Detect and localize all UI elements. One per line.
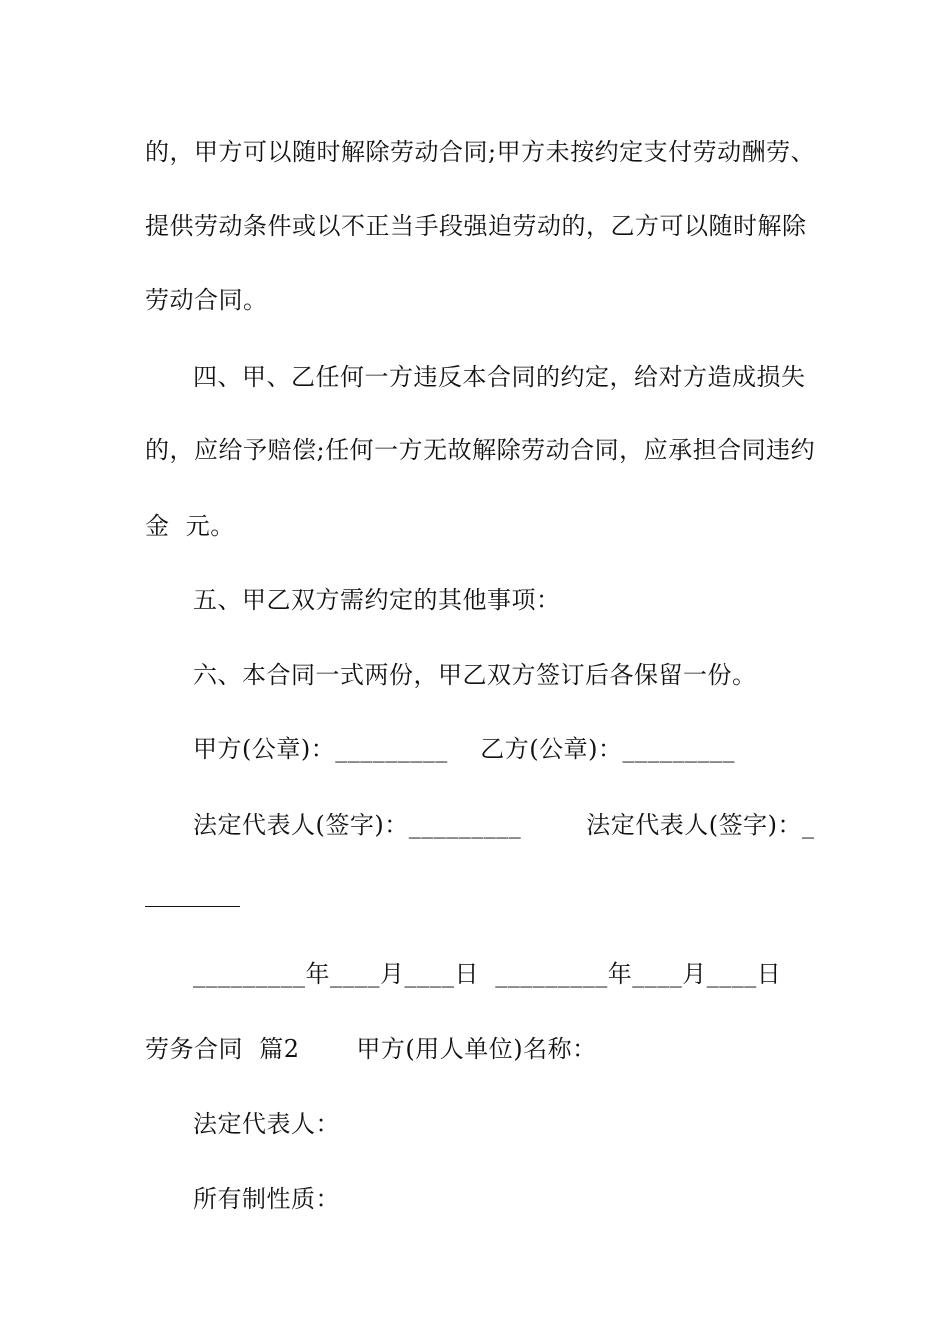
legal-representative-field: 法定代表人：: [193, 1110, 340, 1138]
clause-six: 六、本合同一式两份，甲乙双方签订后各保留一份。: [193, 661, 757, 689]
paragraph-line-2: 提供劳动条件或以不正当手段强迫劳动的，乙方可以随时解除: [145, 212, 807, 240]
ownership-nature-field: 所有制性质：: [193, 1185, 340, 1213]
clause-four-line-1: 四、甲、乙任何一方违反本合同的约定，给对方造成损失: [193, 363, 806, 391]
clause-five: 五、甲乙双方需约定的其他事项：: [193, 586, 561, 614]
contract-two-heading: 劳务合同 篇2 甲方(用人单位)名称：: [145, 1035, 597, 1063]
date-line: _________年____月____日 _________年____月____日: [193, 960, 782, 988]
legal-representative-signature-line: 法定代表人(签字)：_________ 法定代表人(签字)：_: [193, 811, 815, 839]
paragraph-line-3: 劳动合同。: [145, 286, 268, 314]
clause-four-line-2: 的，应给予赔偿;任何一方无故解除劳动合同，应承担合同违约: [145, 436, 816, 464]
paragraph-line-1: 的，甲方可以随时解除劳动合同;甲方未按约定支付劳动酬劳、: [145, 138, 816, 166]
signature-blank-continuation: [145, 906, 240, 907]
party-seal-line: 甲方(公章)：_________ 乙方(公章)：_________: [193, 735, 735, 763]
clause-four-line-3: 金 元。: [145, 512, 235, 540]
